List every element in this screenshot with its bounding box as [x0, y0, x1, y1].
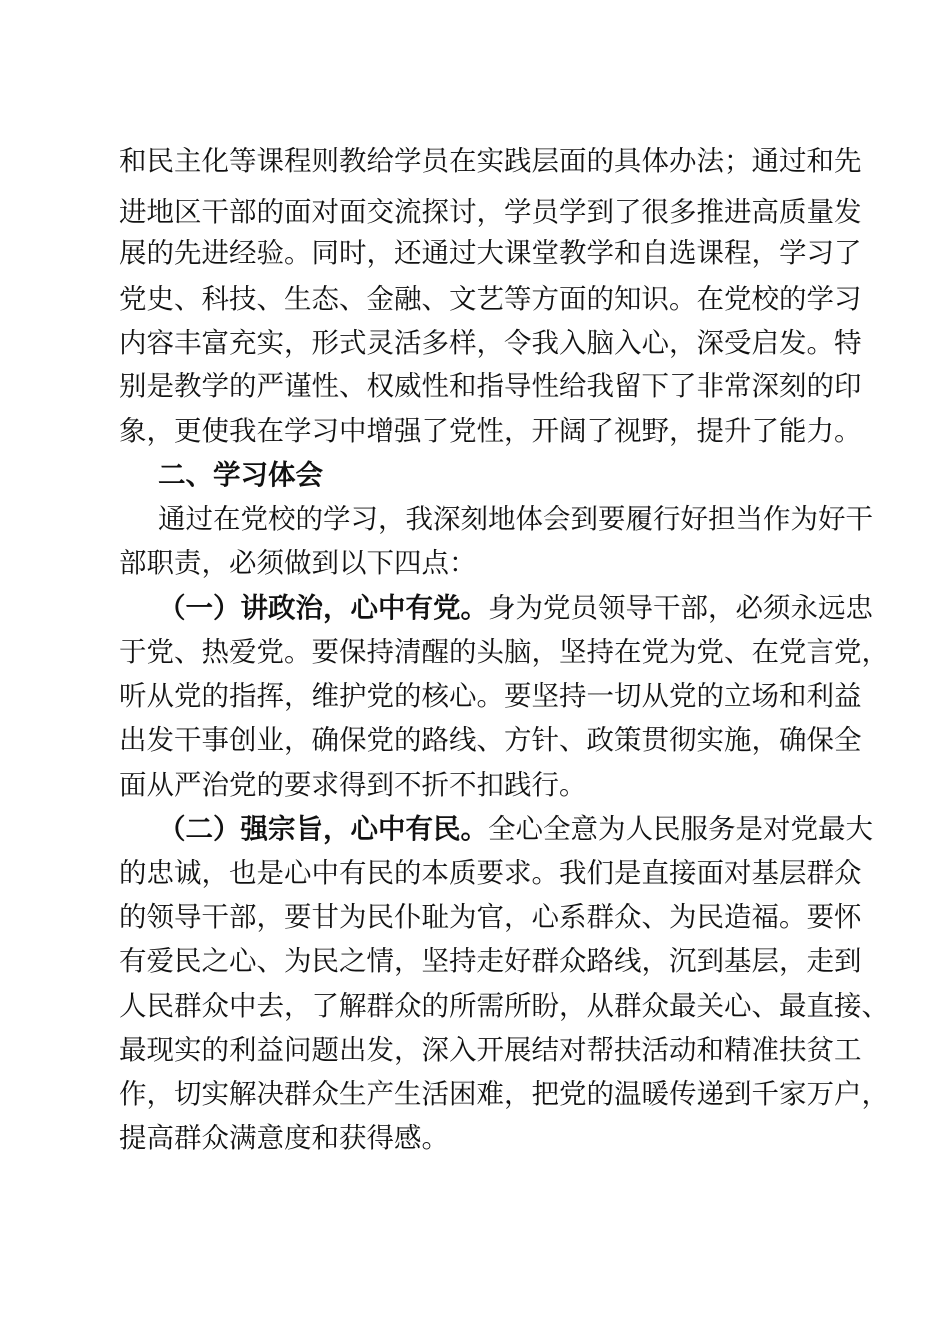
body-text: 身为党员领导干部，必须永远忠: [488, 592, 873, 624]
body-line: 别是教学的严谨性、权威性和指导性给我留下了非常深刻的印: [119, 370, 862, 402]
body-line: 的领导干部，要甘为民仆耻为官，心系群众、为民造福。要怀: [119, 901, 862, 933]
body-line: 部职责，必须做到以下四点：: [119, 547, 477, 579]
body-line: 有爱民之心、为民之情，坚持走好群众路线，沉到基层，走到: [119, 945, 862, 977]
body-line: 出发干事创业，确保党的路线、方针、政策贯彻实施，确保全: [119, 724, 862, 756]
body-line: 最现实的利益问题出发，深入开展结对帮扶活动和精准扶贫工: [119, 1034, 862, 1066]
body-line: 人民群众中去，了解群众的所需所盼，从群众最关心、最直接、: [119, 990, 889, 1022]
body-line: 内容丰富充实，形式灵活多样，令我入脑入心，深受启发。特: [119, 327, 862, 359]
body-line: 面从严治党的要求得到不折不扣践行。: [119, 769, 587, 801]
body-line: 象，更使我在学习中增强了党性，开阔了视野，提升了能力。: [119, 415, 862, 447]
body-line: 提高群众满意度和获得感。: [119, 1122, 449, 1154]
body-line: 的忠诚，也是心中有民的本质要求。我们是直接面对基层群众: [119, 857, 862, 889]
body-line: 听从党的指挥，维护党的核心。要坚持一切从党的立场和利益: [119, 680, 862, 712]
body-line: 党史、科技、生态、金融、文艺等方面的知识。在党校的学习: [119, 283, 862, 315]
body-line: 通过在党校的学习，我深刻地体会到要履行好担当作为好干: [158, 503, 873, 535]
body-line: 和民主化等课程则教给学员在实践层面的具体办法；通过和先: [119, 145, 862, 177]
body-line: 于党、热爱党。要保持清醒的头脑，坚持在党为党、在党言党，: [119, 636, 889, 668]
subsection-first-line: [158, 809, 873, 849]
body-line: 展的先进经验。同时，还通过大课堂教学和自选课程，学习了: [119, 237, 862, 269]
subsection-title: （二）强宗旨，心中有民。: [158, 813, 488, 845]
body-line: 作，切实解决群众生产生活困难，把党的温暖传递到千家万户，: [119, 1078, 889, 1110]
body-line: 进地区干部的面对面交流探讨，学员学到了很多推进高质量发: [119, 196, 862, 228]
subsection-first-line: [158, 588, 873, 628]
subsection-title: （一）讲政治，心中有党。: [158, 592, 488, 624]
body-text: 全心全意为人民服务是对党最大: [488, 813, 873, 845]
section-heading: 二、学习体会: [158, 459, 323, 491]
